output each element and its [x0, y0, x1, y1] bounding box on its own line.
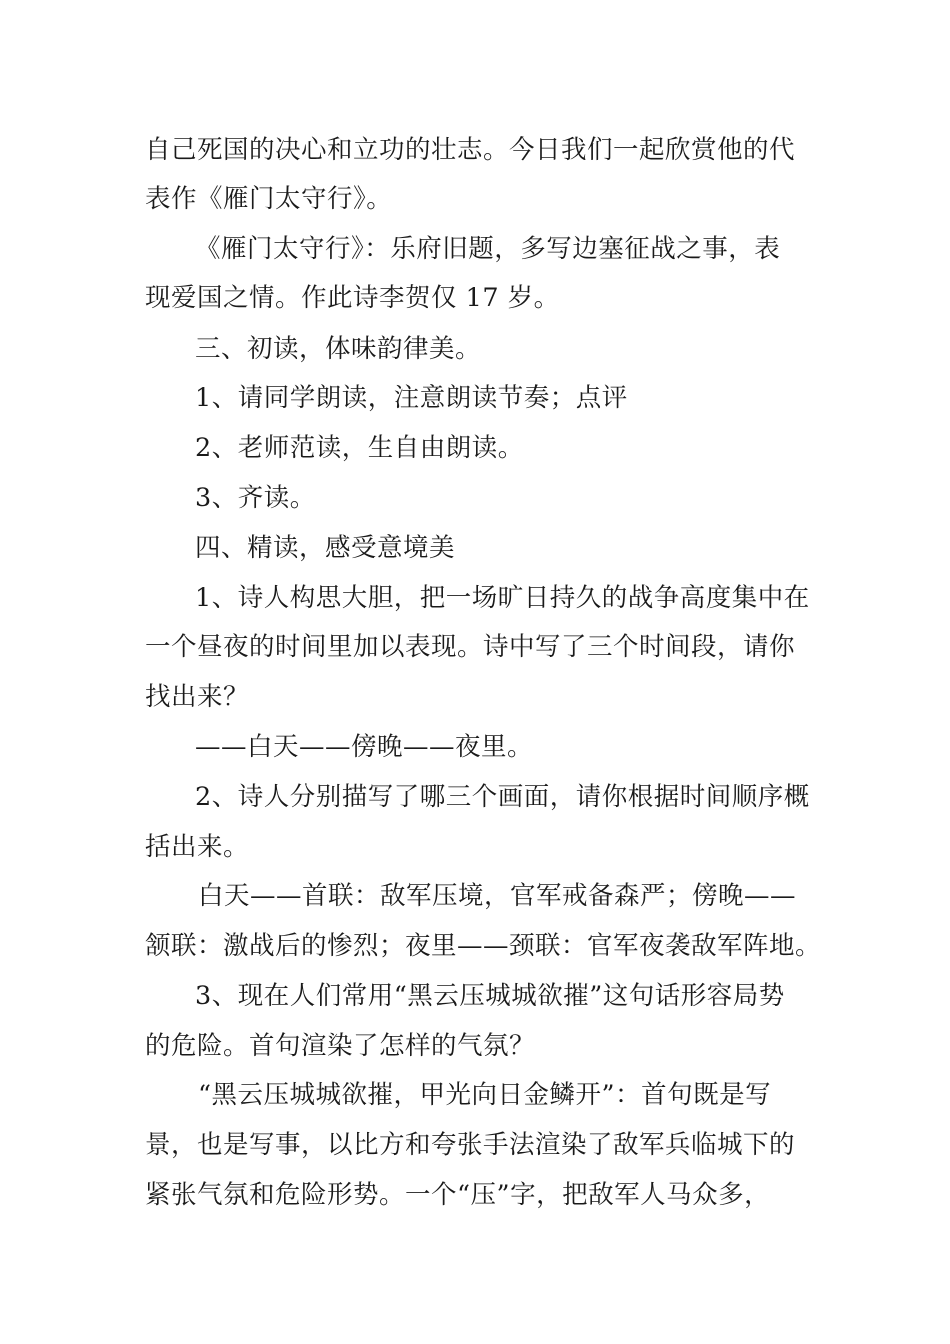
- text-line: 景，也是写事，以比方和夸张手法渲染了敌军兵临城下的: [145, 1130, 796, 1160]
- text-line: 四、精读，感受意境美: [195, 533, 456, 563]
- text-line: ——白天——傍晚——夜里。: [195, 732, 534, 762]
- text-line: 紧张气氛和危险形势。一个“压”字，把敌军人马众多，: [145, 1180, 771, 1210]
- text-line: 找出来？: [145, 682, 250, 712]
- text-line: 1、请同学朗读，注意朗读节奏；点评: [195, 383, 628, 413]
- text-line: 2、老师范读，生自由朗读。: [195, 433, 524, 463]
- text-line: 的危险。首句渲染了怎样的气氛？: [145, 1031, 536, 1061]
- text-line: 1、诗人构思大胆，把一场旷日持久的战争高度集中在: [195, 583, 810, 613]
- text-line: 表作《雁门太守行》。: [145, 184, 393, 214]
- text-line: 颔联：激战后的惨烈；夜里——颈联：官军夜袭敌军阵地。: [145, 931, 822, 961]
- text-line: “黑云压城城欲摧，甲光向日金鳞开”：首句既是写: [198, 1080, 772, 1110]
- text-line: 自己死国的决心和立功的壮志。今日我们一起欣赏他的代: [145, 135, 796, 165]
- text-line: 括出来。: [145, 832, 250, 862]
- text-line: 3、现在人们常用“黑云压城城欲摧”这句话形容局势: [195, 981, 785, 1011]
- text-line: 《雁门太守行》：乐府旧题，多写边塞征战之事，表: [195, 234, 781, 264]
- text-line: 2、诗人分别描写了哪三个画面，请你根据时间顺序概: [195, 782, 810, 812]
- text-line: 现爱国之情。作此诗李贺仅 17 岁。: [145, 283, 560, 313]
- text-line: 三、初读，体味韵律美。: [195, 334, 482, 364]
- text-line: 一个昼夜的时间里加以表现。诗中写了三个时间段，请你: [145, 632, 796, 662]
- text-line: 3、齐读。: [195, 483, 316, 513]
- text-line: 白天——首联：敌军压境，官军戒备森严；傍晚——: [198, 881, 797, 911]
